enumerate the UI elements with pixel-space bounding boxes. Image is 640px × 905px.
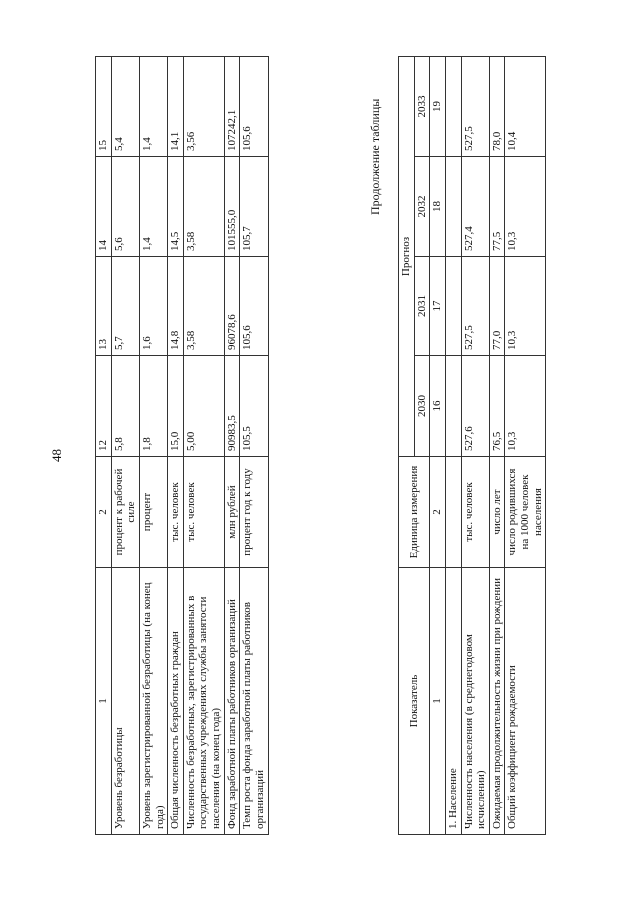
table-cell: число родившихся на 1000 человек населения: [505, 457, 546, 568]
table-row: [461, 57, 489, 835]
header-cell: 13: [96, 257, 112, 356]
table-cell: млн рублей: [224, 457, 240, 568]
table-cell: 5,4: [111, 57, 139, 157]
table-cell: 5,6: [111, 157, 139, 257]
table-cell: 105,5: [240, 356, 268, 457]
header-cell: 14: [96, 157, 112, 257]
header-cell: 1: [96, 568, 112, 835]
table-cell: 1,4: [139, 57, 167, 157]
section-title: 1. Население: [445, 568, 461, 835]
table-cell: 1,4: [139, 157, 167, 257]
header-unit: Единица измерения: [399, 457, 430, 568]
table-header-row: [399, 57, 415, 835]
table-row: [489, 57, 505, 835]
table-header-row: [96, 57, 112, 835]
table-cell: 10,3: [505, 257, 546, 356]
table-cell: тыс. человек: [461, 457, 489, 568]
table-cell: 107242,1: [224, 57, 240, 157]
year-cell: 2032: [414, 157, 430, 257]
table-cell: 3,58: [183, 257, 224, 356]
table-row: [139, 57, 167, 835]
header-indicator: Показатель: [399, 568, 430, 835]
table-cell: 77,0: [489, 257, 505, 356]
numbering-row: [430, 57, 446, 835]
table-cell: 14,1: [168, 57, 184, 157]
table-cell: тыс. человек: [183, 457, 224, 568]
year-cell: 2030: [414, 356, 430, 457]
table-cell: Темп роста фонда заработной платы работников организаций: [240, 568, 268, 835]
number-cell: 17: [430, 257, 446, 356]
number-cell: 18: [430, 157, 446, 257]
table-cell: 1,6: [139, 257, 167, 356]
table-row: [183, 57, 224, 835]
table-cell: 10,3: [505, 356, 546, 457]
page-number: 48: [49, 449, 64, 462]
table-cell: 3,56: [183, 57, 224, 157]
header-cell: 2: [96, 457, 112, 568]
table-cell: процент год к году: [240, 457, 268, 568]
table-cell: Общий коэффициент рождаемости: [505, 568, 546, 835]
number-cell: 2: [430, 457, 446, 568]
table-row: [505, 57, 546, 835]
number-cell: 16: [430, 356, 446, 457]
table-cell: 10,3: [505, 157, 546, 257]
table-cell: процент: [139, 457, 167, 568]
table-cell: 96078,6: [224, 257, 240, 356]
table-cell: 5,7: [111, 257, 139, 356]
continuation-label: Продолжение таблицы: [368, 98, 382, 215]
section-row: [445, 57, 461, 835]
header-cell: 15: [96, 57, 112, 157]
table-cell: Ожидаемая продолжительность жизни при рождении: [489, 568, 505, 835]
table-cell: число лет: [489, 457, 505, 568]
table-cell: 527,4: [461, 157, 489, 257]
table-cell: 527,6: [461, 356, 489, 457]
table-cell: 105,6: [240, 257, 268, 356]
table-cell: процент к рабочей силе: [111, 457, 139, 568]
number-cell: 19: [430, 57, 446, 157]
table-row: [224, 57, 240, 835]
year-cell: 2033: [414, 57, 430, 157]
number-cell: 1: [430, 568, 446, 835]
table-cell: 527,5: [461, 257, 489, 356]
table-cell: 5,8: [111, 356, 139, 457]
header-forecast: Прогноз: [399, 57, 415, 457]
indicators-table-2: [398, 56, 546, 835]
table-cell: 14,5: [168, 157, 184, 257]
header-cell: 12: [96, 356, 112, 457]
table-cell: 15,0: [168, 356, 184, 457]
table-cell: Численность безработных, зарегистрированных в государственных учреждениях службы занятости населения (на конец года): [183, 568, 224, 835]
table-cell: 105,7: [240, 157, 268, 257]
table-cell: Уровень безработицы: [111, 568, 139, 835]
table-cell: 3,58: [183, 157, 224, 257]
table-cell: 527,5: [461, 57, 489, 157]
table-cell: Уровень зарегистрированной безработицы (на конец года): [139, 568, 167, 835]
table-cell: 78,0: [489, 57, 505, 157]
table-cell: 105,6: [240, 57, 268, 157]
table-cell: 14,8: [168, 257, 184, 356]
table-cell: 10,4: [505, 57, 546, 157]
table-cell: Численность населения (в среднегодовом исчислении): [461, 568, 489, 835]
table-row: [168, 57, 184, 835]
table-cell: 101555,0: [224, 157, 240, 257]
table-cell: Общая численность безработных граждан: [168, 568, 184, 835]
table-cell: 77,5: [489, 157, 505, 257]
table-cell: тыс. человек: [168, 457, 184, 568]
table-cell: 5,00: [183, 356, 224, 457]
table-cell: 90983,5: [224, 356, 240, 457]
year-cell: 2031: [414, 257, 430, 356]
table-cell: Фонд заработной платы работников организаций: [224, 568, 240, 835]
table-row: [240, 57, 268, 835]
indicators-table-1: [95, 56, 269, 835]
table-row: [111, 57, 139, 835]
table-cell: 76,5: [489, 356, 505, 457]
table-cell: 1,8: [139, 356, 167, 457]
